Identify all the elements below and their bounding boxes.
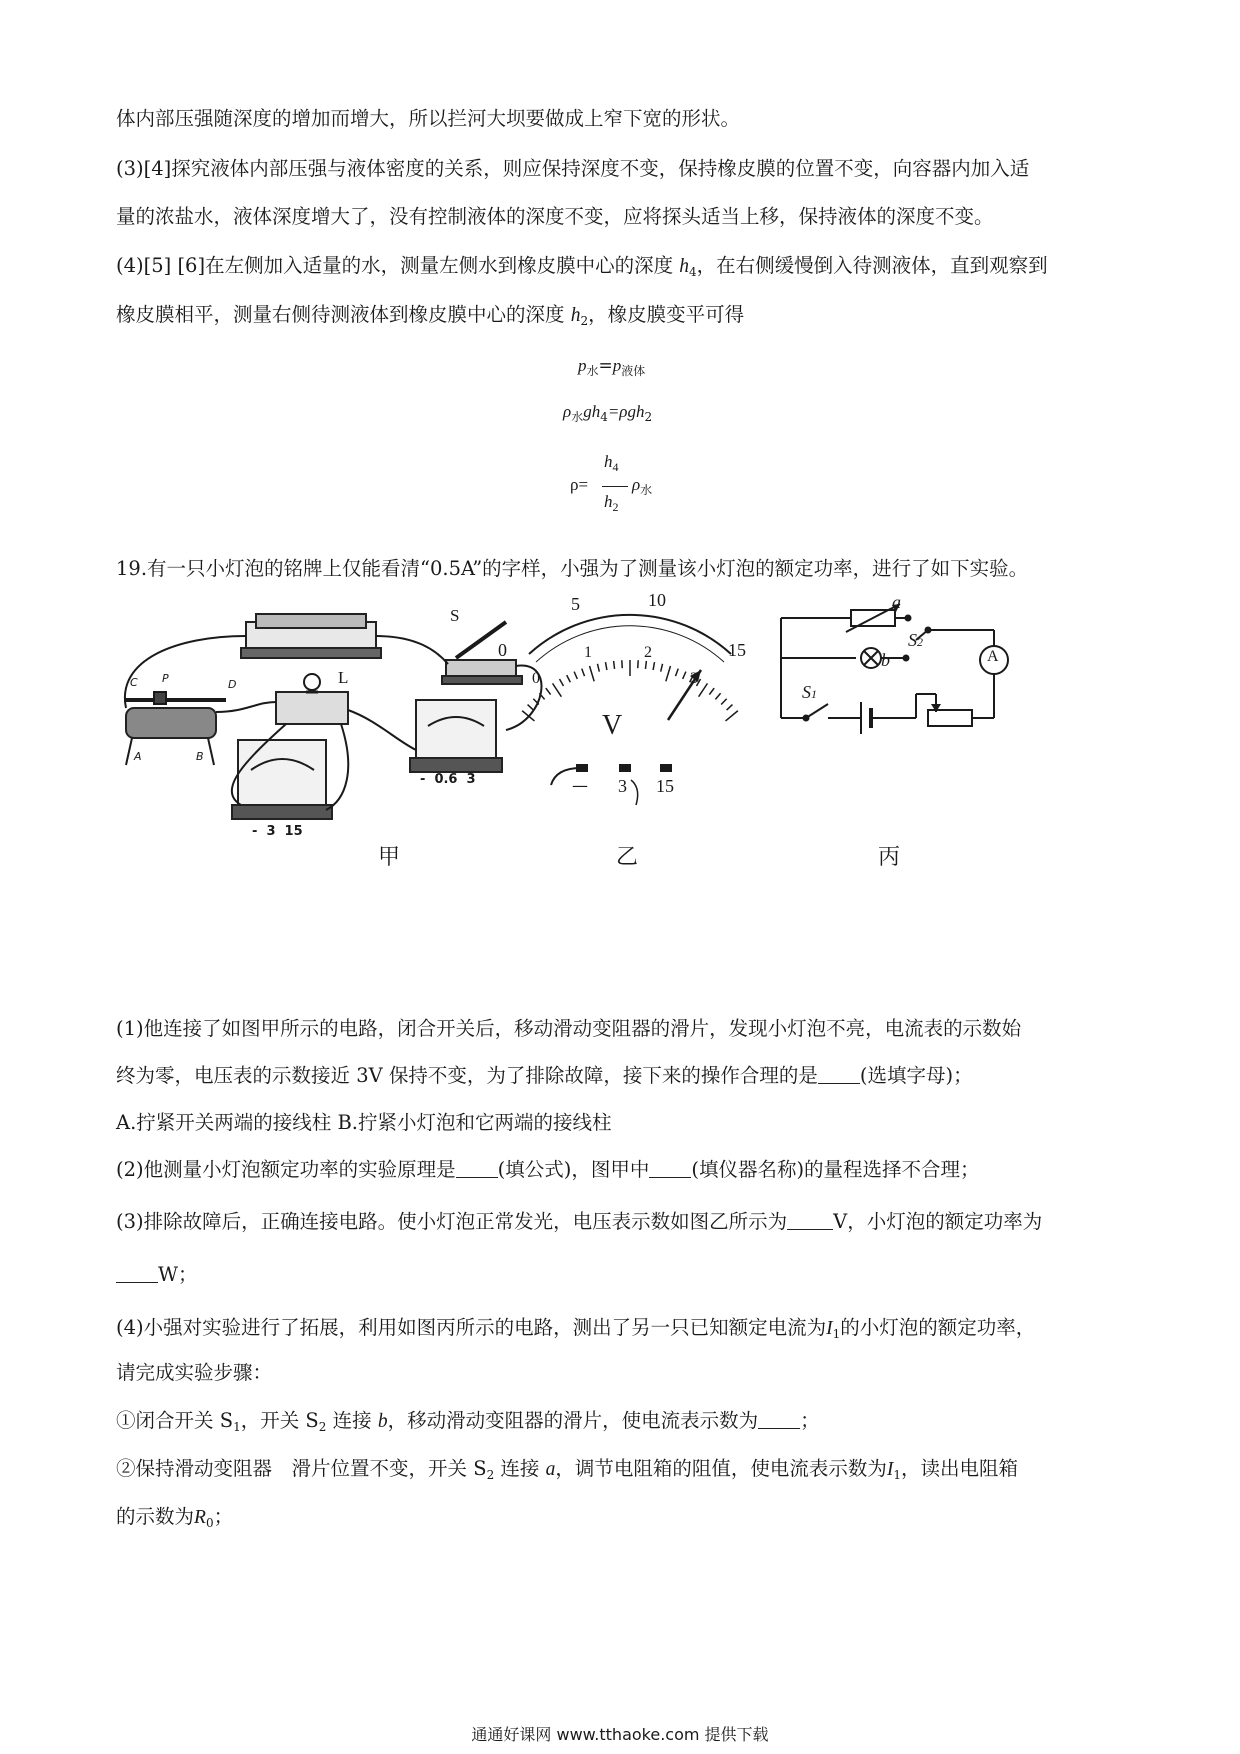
text-segment: 连接 [326, 1409, 372, 1432]
dial-arc-icon [529, 615, 731, 654]
lamp-icon [304, 674, 320, 690]
answer-blank-4[interactable] [787, 1211, 833, 1230]
fraction-numerator [604, 452, 619, 475]
dial-tick [546, 688, 551, 694]
dial-tick [721, 699, 727, 705]
subscript: 液体 [621, 364, 646, 378]
label-a: a [892, 592, 901, 612]
q19-options: A.拧紧开关两端的接线柱 B.拧紧小灯泡和它两端的接线柱 [116, 1111, 612, 1134]
dial-tick [559, 679, 563, 686]
wire [376, 636, 448, 664]
text-segment: ②保持滑动变阻器 滑片位置不变，开关 S [116, 1457, 487, 1480]
label-S2 [908, 630, 923, 651]
dial-tick [653, 662, 654, 670]
text-segment: ①闭合开关 S [116, 1409, 234, 1432]
subscript: 4 [612, 460, 619, 474]
text-segment: ； [800, 1409, 820, 1432]
label-b: b [881, 650, 890, 670]
footer-watermark: 通通好课网 www.tthaoke.com 提供下载 [471, 1725, 769, 1744]
text-segment: (填仪器名称)的量程选择不合理； [691, 1158, 980, 1181]
text-segment: 终为零，电压表的示数接近 3V 保持不变，为了排除故障，接下来的操作合理的是 [116, 1064, 818, 1087]
text-segment: ，在右侧缓慢倒入待测液体，直到观察到 [696, 254, 1048, 277]
q19-part1-line2 [116, 1063, 973, 1089]
terminal-15: 15 [656, 776, 674, 796]
caption-yi: 乙 [616, 845, 639, 870]
subscript: 4 [689, 265, 697, 279]
text-line-3: 量的浓盐水，液体深度增大了，没有控制液体的深度不变，应将探头适当上移，保持液体的深度不变。 [116, 205, 994, 228]
subscript: 2 [612, 500, 619, 514]
subscript: 4 [600, 410, 608, 424]
switch-icon [806, 704, 828, 718]
q19-step1 [116, 1408, 820, 1440]
wire [326, 724, 348, 810]
label-D: D [228, 678, 237, 691]
symbol-a: a [545, 1459, 556, 1480]
dial-bottom-2: 2 [644, 644, 652, 661]
caption-bing: 丙 [878, 845, 901, 870]
dial-top-0: 0 [498, 640, 507, 660]
formula-symbol: h [604, 492, 613, 511]
subscript: 2 [917, 635, 923, 649]
answer-blank-6[interactable] [758, 1410, 800, 1429]
dial-ticks [522, 660, 738, 721]
q19-part3-line1 [116, 1209, 1042, 1235]
dial-tick [709, 688, 714, 694]
symbol-I: I [826, 1318, 833, 1339]
terminal-icon [576, 764, 588, 772]
dial-tick [614, 661, 615, 669]
terminal-3: 3 [618, 776, 627, 796]
wire [125, 636, 246, 708]
lamp-board-icon [276, 692, 348, 724]
dial-tick [699, 683, 708, 696]
formula-symbol: ρ= [570, 475, 589, 494]
text-segment: ，开关 S [240, 1409, 319, 1432]
text-segment: ； [213, 1505, 234, 1528]
label-P: P [162, 672, 169, 685]
text-segment: V，小灯泡的额定功率为 [833, 1210, 1043, 1233]
answer-blank-3[interactable] [649, 1159, 691, 1178]
text-segment: (填公式)，图甲中 [497, 1158, 650, 1181]
voltmeter-icon [238, 740, 326, 810]
dial-tick [645, 661, 646, 669]
formula-symbol: gh [583, 402, 601, 421]
fraction-bar [602, 486, 628, 487]
q19-step2-cont [116, 1504, 233, 1536]
dial-top-15: 15 [728, 640, 746, 660]
ammeter-terminals: - 0.6 3 [420, 772, 476, 787]
label-C: C [130, 676, 138, 689]
text-segment: W； [158, 1263, 198, 1286]
formula-symbol: p [578, 356, 587, 375]
rheostat-icon [126, 708, 216, 738]
q19-part2 [116, 1157, 980, 1183]
symbol-I: I [886, 1459, 894, 1480]
dial-bottom-3: 3 [690, 670, 698, 687]
dial-tick [675, 669, 678, 677]
dial-tick [528, 705, 534, 710]
subscript: 2 [644, 410, 653, 424]
text-segment: (选填字母)； [859, 1064, 973, 1087]
subscript: 1 [893, 1468, 902, 1482]
fraction-denominator [604, 492, 619, 515]
subscript: 0 [205, 1516, 214, 1530]
answer-blank-5[interactable] [116, 1264, 158, 1283]
text-segment: ，移动滑动变阻器的滑片，使电流表示数为 [387, 1409, 759, 1432]
text-segment: 的小灯泡的额定功率， [840, 1316, 1036, 1339]
dial-tick [683, 672, 686, 679]
dial-top-5: 5 [571, 594, 580, 614]
text-segment: ，橡皮膜变平可得 [588, 303, 745, 326]
subscript: 水 [571, 410, 584, 424]
symbol-R: R [194, 1507, 206, 1528]
label-L: L [338, 668, 349, 687]
symbol-h: h [570, 305, 581, 326]
text-segment: (2)他测量小灯泡额定功率的实验原理是 [116, 1158, 456, 1181]
label-S: S [802, 682, 811, 702]
dial-bottom-1: 1 [584, 644, 592, 661]
terminal-icon [660, 764, 672, 772]
text-segment: 连接 [494, 1457, 540, 1480]
dial-tick [582, 669, 585, 677]
dial-tick [726, 711, 738, 721]
formula-symbol: ρ [563, 402, 572, 421]
dial-tick [597, 664, 599, 672]
formula-symbol: =ρgh [607, 402, 645, 421]
subscript: 1 [811, 687, 817, 701]
terminal-icon [619, 764, 631, 772]
dial-tick [605, 662, 606, 670]
terminal-minus: — [572, 776, 588, 795]
text-line-2: (3)[4]探究液体内部压强与液体密度的关系，则应保持深度不变，保持橡皮膜的位置不变，向容器内加入适 [116, 157, 1030, 180]
subscript: 水 [586, 364, 599, 378]
caption-jia: 甲 [378, 845, 401, 870]
symbol-h: h [679, 256, 690, 277]
text-line-1: 体内部压强随深度的增加而增大，所以拦河大坝要做成上窄下宽的形状。 [116, 107, 741, 130]
text-line-4 [116, 253, 1048, 285]
subscript: 1 [832, 1327, 841, 1341]
subscript: 2 [318, 1420, 327, 1434]
dial-tick [666, 666, 671, 681]
dial-tick [567, 675, 571, 682]
rheostat-icon [928, 710, 972, 726]
ammeter-icon [416, 700, 496, 762]
subscript: 2 [486, 1468, 495, 1482]
q19-part1-line1: (1)他连接了如图甲所示的电路，闭合开关后，移动滑动变阻器的滑片，发现小灯泡不亮，电流表的示数始 [116, 1017, 1022, 1040]
text-segment: 橡皮膜相平，测量右侧待测液体到橡皮膜中心的深度 [116, 303, 565, 326]
equals-sign: = [598, 356, 613, 376]
text-segment: ，调节电阻箱的阻值，使电流表示数为 [555, 1457, 887, 1480]
dial-tick [727, 705, 733, 710]
text-segment: 的示数为 [116, 1505, 195, 1528]
answer-blank-2[interactable] [456, 1159, 498, 1178]
dial-tick [553, 683, 562, 696]
q19-part4-line1 [116, 1315, 1035, 1347]
subscript: 2 [580, 314, 589, 328]
formula-symbol: p [612, 356, 622, 375]
wire [348, 710, 416, 750]
text-segment: ，读出电阻箱 [901, 1457, 1019, 1480]
text-segment: (4)小强对实验进行了拓展，利用如图丙所示的电路，测出了另一只已知额定电流为 [116, 1316, 827, 1339]
dial-tick [590, 666, 595, 681]
q19-part3-line2 [116, 1262, 198, 1288]
dial-V-label: V [602, 710, 623, 741]
figure-row [116, 590, 1016, 890]
formula-1 [578, 354, 645, 383]
question-19-title: 19.有一只小灯泡的铭牌上仅能看清“0.5A”的字样，小强为了测量该小灯泡的额定功率，进行了如下实验。 [116, 557, 1029, 580]
dial-tick [574, 672, 577, 679]
q19-part4-line2: 请完成实验步骤： [116, 1361, 273, 1384]
text-segment: (3)排除故障后，正确连接电路。使小灯泡正常发光，电压表示数如图乙所示为 [116, 1210, 788, 1233]
text-line-5 [116, 302, 744, 334]
subscript: 水 [640, 483, 653, 497]
answer-blank-1[interactable] [818, 1065, 860, 1084]
q19-step2 [116, 1456, 1018, 1488]
text-segment: (4)[5] [6]在左侧加入适量的水，测量左侧水到橡皮膜中心的深度 [116, 254, 674, 277]
symbol-b: b [377, 1411, 388, 1432]
dial-top-10: 10 [648, 590, 666, 610]
subscript: 1 [233, 1420, 241, 1434]
label-S1 [802, 682, 817, 703]
formula-symbol: ρ [632, 475, 641, 494]
formula-2 [563, 400, 652, 429]
label-S: S [450, 606, 460, 625]
dial-tick [715, 693, 720, 699]
label-B: B [196, 750, 204, 763]
wire [216, 702, 276, 712]
voltmeter-terminals: - 3 15 [252, 824, 303, 839]
dial-bottom-0: 0 [532, 670, 540, 687]
label-A: A [987, 648, 999, 665]
formula-rho [632, 475, 652, 498]
label-A: A [134, 750, 142, 763]
label-S: S [908, 630, 917, 650]
dial-tick [661, 664, 663, 672]
formula-symbol: h [604, 452, 613, 471]
